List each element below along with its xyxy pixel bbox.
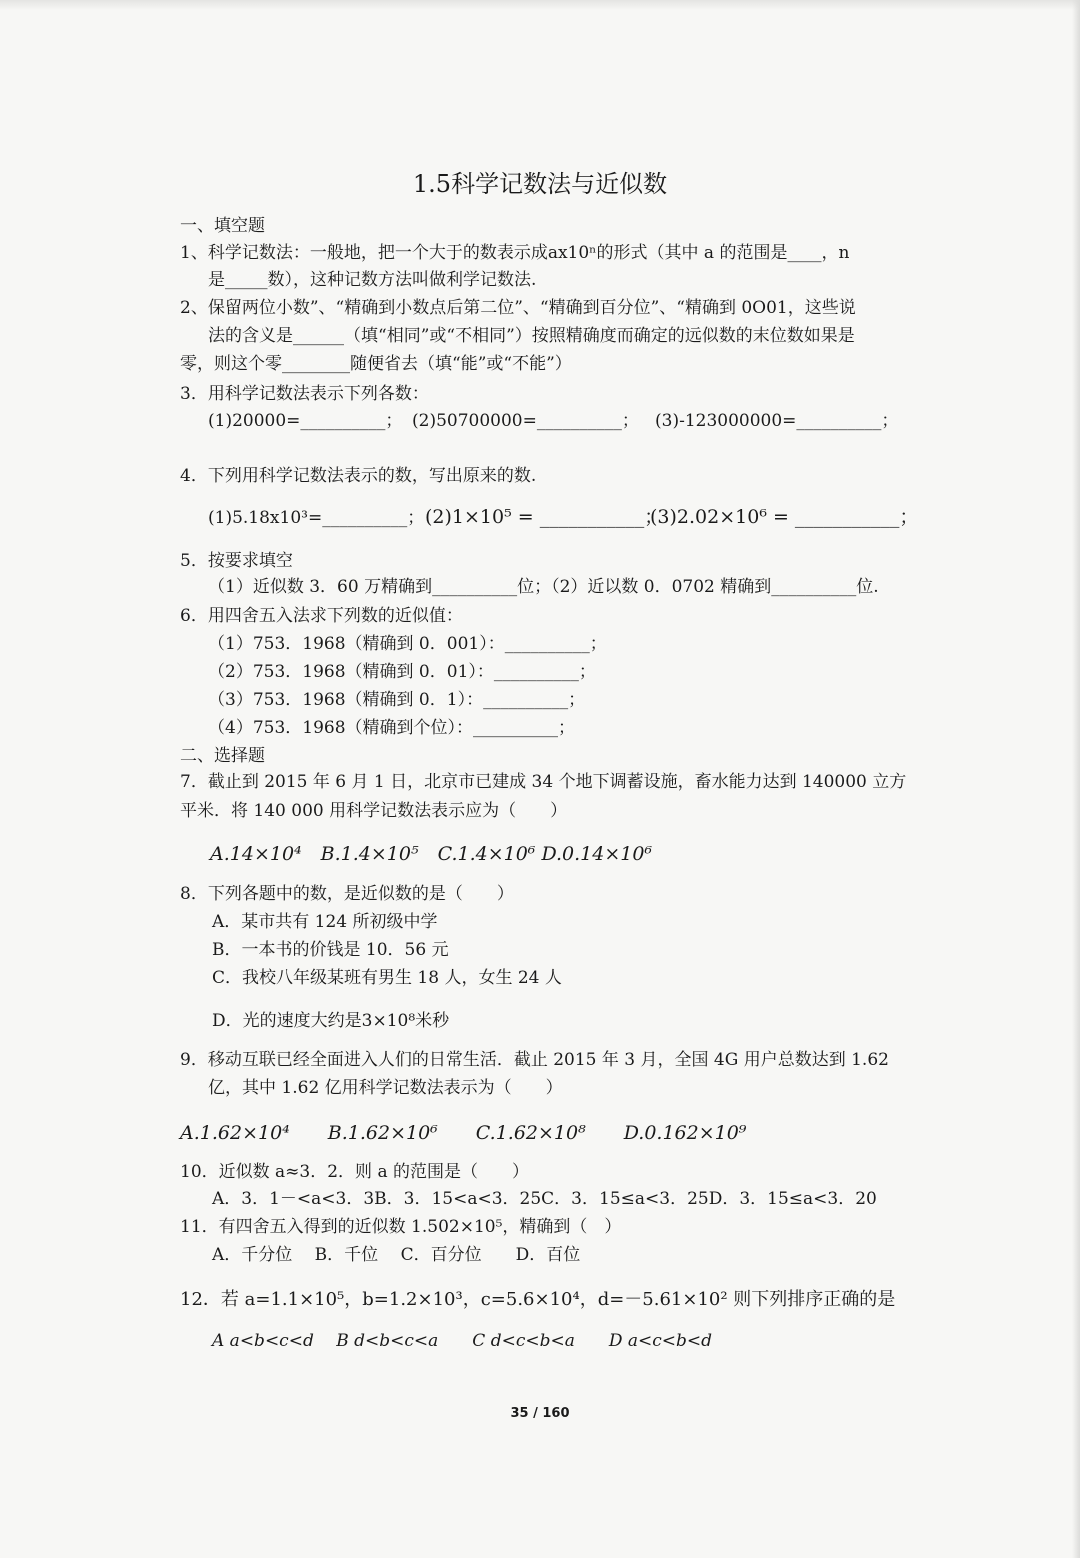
question-7-line-2: 平米．将 140 000 用科学记数法表示应为（ ） xyxy=(180,801,568,821)
question-3-part-3: (3)-123000000=__________； xyxy=(655,411,899,431)
question-5-parts: （1）近似数 3．60 万精确到__________位；（2）近以数 0．0702 精确到__________位. xyxy=(208,577,879,597)
question-10: 10．近似数 a≈3．2．则 a 的范围是（ ） xyxy=(180,1162,529,1182)
question-2-line-2: 法的含义是______（填“相同”或“不相同”）按照精确度而确定的远似数的末位数如果是 xyxy=(208,326,855,346)
question-4: 4．下列用科学记数法表示的数，写出原来的数. xyxy=(180,466,537,486)
question-10-options: A．3．1－<a<3．3B．3．15<a<3．25C．3．15≤a<3．25D．3．15≤a<3．20 xyxy=(212,1189,877,1209)
page-title: 1.5科学记数法与近似数 xyxy=(412,170,668,198)
question-5: 5．按要求填空 xyxy=(180,551,293,571)
question-9-line-1: 9．移动互联已经全面进入人们的日常生活．截止 2015 年 3 月，全国 4G 用户总数达到 1.62 xyxy=(180,1050,889,1070)
question-9-options: A.1.62×10⁴ B.1.62×10⁶ C.1.62×10⁸ D.0.162×10⁹ xyxy=(180,1122,747,1144)
scan-right-edge xyxy=(1072,0,1080,1558)
question-7-line-1: 7．截止到 2015 年 6 月 1 日，北京市已建成 34 个地下调蓄设施，畜水能力达到 140000 立方 xyxy=(180,772,907,792)
question-8-option-c: C．我校八年级某班有男生 18 人，女生 24 人 xyxy=(212,968,562,988)
question-8-option-d: D．光的速度大约是3×10⁸米秒 xyxy=(212,1011,450,1031)
question-3-part-2: (2)50700000=__________； xyxy=(412,411,639,431)
question-11-options: A．千分位 B．千位 C．百分位 D．百位 xyxy=(212,1245,581,1265)
question-6-part-2: （2）753．1968（精确到 0．01）：__________； xyxy=(208,662,596,682)
question-4-part-1: (1)5.18x10³=__________； xyxy=(208,508,425,528)
question-4-part-2: (2)1×10⁵ = ___________； xyxy=(425,506,664,528)
question-3: 3．用科学记数法表示下列各数： xyxy=(180,384,429,404)
question-8-option-b: B．一本书的价钱是 10．56 元 xyxy=(212,940,449,960)
question-1-line-1: 1、科学记数法：一般地，把一个大于的数表示成ax10ⁿ的形式（其中 a 的范围是____，n xyxy=(180,243,850,263)
question-12: 12．若 a=1.1×10⁵，b=1.2×10³，c=5.6×10⁴，d=－5.61×10² 则下列排序正确的是 xyxy=(180,1289,896,1310)
question-2-line-1: 2、保留两位小数”、“精确到小数点后第二位”、“精确到百分位”、“精确到 0O01，这些说 xyxy=(180,298,856,318)
section-fill-blank: 一、填空题 xyxy=(180,216,265,236)
page-number: 35 / 160 xyxy=(510,1406,570,1421)
question-1-line-2: 是_____数），这种记数方法叫做利学记数法. xyxy=(208,270,537,290)
question-6-part-3: （3）753．1968（精确到 0．1）：__________； xyxy=(208,690,586,710)
section-multiple-choice: 二、选择题 xyxy=(180,746,265,766)
scan-top-edge xyxy=(0,0,1080,10)
question-6: 6．用四舍五入法求下列数的近似值： xyxy=(180,606,463,626)
question-2-line-3: 零，则这个零________随便省去（填“能”或“不能”） xyxy=(180,354,572,374)
question-6-part-1: （1）753．1968（精确到 0．001）：__________； xyxy=(208,634,607,654)
question-7-options: A.14×10⁴ B.1.4×10⁵ C.1.4×10⁶ D.0.14×10⁶ xyxy=(210,843,653,865)
question-9-line-2: 亿，其中 1.62 亿用科学记数法表示为（ ） xyxy=(208,1078,563,1098)
question-6-part-4: （4）753．1968（精确到个位）：__________； xyxy=(208,718,576,738)
question-12-options: A a<b<c<d B d<b<c<a C d<c<b<a D a<c<b<d xyxy=(212,1331,713,1351)
question-3-part-1: (1)20000=__________； xyxy=(208,411,403,431)
question-8-option-a: A．某市共有 124 所初级中学 xyxy=(212,912,438,932)
question-8: 8．下列各题中的数，是近似数的是（ ） xyxy=(180,884,514,904)
question-4-part-3: (3)2.02×10⁶ = ___________； xyxy=(650,506,919,528)
question-11: 11．有四舍五入得到的近似数 1.502×10⁵，精确到（ ） xyxy=(180,1217,622,1237)
